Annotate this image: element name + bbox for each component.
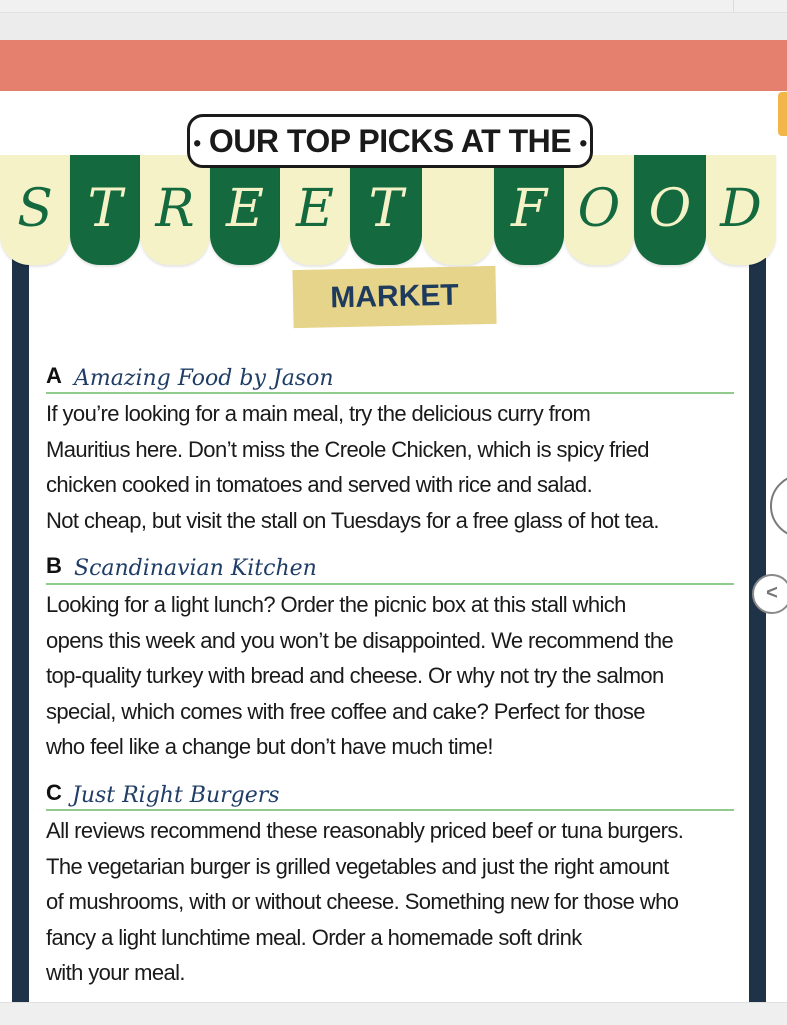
- entry-body-b: [46, 587, 746, 765]
- body-line: with your meal.: [46, 960, 185, 985]
- awning-letter: O: [648, 179, 692, 239]
- entry-divider: [46, 583, 734, 585]
- awning-letter: S: [17, 179, 53, 239]
- awning-stripe: [422, 155, 494, 265]
- entry-heading-c: [46, 774, 446, 810]
- page-title: [187, 114, 593, 168]
- entry-heading-b: [46, 547, 446, 583]
- body-line: All reviews recommend these reasonably priced beef or tuna burgers.: [46, 818, 684, 843]
- salmon-header-band: [0, 40, 787, 91]
- stall-name: Amazing Food by Jason: [74, 366, 334, 391]
- frame-left-post: [12, 258, 29, 1004]
- entry-letter: B: [46, 553, 62, 578]
- page-title-text: OUR TOP PICKS AT THE: [208, 123, 572, 159]
- stall-name: Scandinavian Kitchen: [74, 556, 317, 581]
- body-line: The vegetarian burger is grilled vegetables and just the right amount: [46, 853, 669, 879]
- awning-letter: D: [720, 179, 762, 239]
- body-line: fancy a light lunchtime meal. Order a homemade soft drink: [46, 924, 582, 950]
- awning-letter: E: [296, 179, 334, 239]
- awning-letter: F: [510, 179, 548, 239]
- title-dot-left: •: [193, 130, 201, 156]
- viewer-top-bar: [0, 0, 787, 13]
- entry-body-c: [46, 813, 746, 991]
- page-top-margin: [0, 13, 787, 40]
- entry-divider: [46, 392, 734, 394]
- body-line: Not cheap, but visit the stall on Tuesdays for a free glass of hot tea.: [46, 507, 659, 533]
- next-page-button[interactable]: [770, 474, 787, 538]
- prev-page-button[interactable]: [752, 574, 787, 614]
- entry-letter: C: [46, 780, 62, 805]
- entry-divider: [46, 809, 734, 811]
- body-line: opens this week and you won’t be disappointed. We recommend the: [46, 627, 674, 653]
- body-line: If you’re looking for a main meal, try the delicious curry from: [46, 401, 591, 426]
- viewer-bottom-bar: [0, 1002, 787, 1025]
- entry-letter: A: [46, 363, 62, 388]
- awning-letter: O: [577, 179, 621, 239]
- awning-letter: T: [87, 179, 123, 239]
- body-line: Mauritius here. Don’t miss the Creole Chicken, which is spicy fried: [46, 436, 649, 462]
- body-line: chicken cooked in tomatoes and served with rice and salad.: [46, 472, 593, 497]
- entry-body-a: [46, 396, 746, 538]
- body-line: who feel like a change but don’t have much time!: [46, 734, 493, 759]
- page-edge-tab: [778, 92, 787, 136]
- top-bar-divider: [733, 0, 734, 12]
- entry-heading-a: [46, 357, 446, 393]
- awning-letter: R: [155, 179, 195, 239]
- body-line: special, which comes with free coffee and cake? Perfect for those: [46, 698, 645, 724]
- awning-letter: T: [368, 179, 404, 239]
- stall-name: Just Right Burgers: [72, 783, 280, 808]
- awning-letter: E: [226, 179, 264, 239]
- body-line: Looking for a light lunch? Order the picnic box at this stall which: [46, 592, 626, 617]
- chevron-left-icon: <: [766, 582, 778, 604]
- title-dot-right: •: [579, 130, 587, 156]
- market-label: MARKET: [292, 266, 496, 328]
- body-line: top-quality turkey with bread and cheese. Or why not try the salmon: [46, 663, 664, 688]
- body-line: of mushrooms, with or without cheese. Something new for those who: [46, 889, 679, 914]
- frame-right-post: [749, 258, 766, 1004]
